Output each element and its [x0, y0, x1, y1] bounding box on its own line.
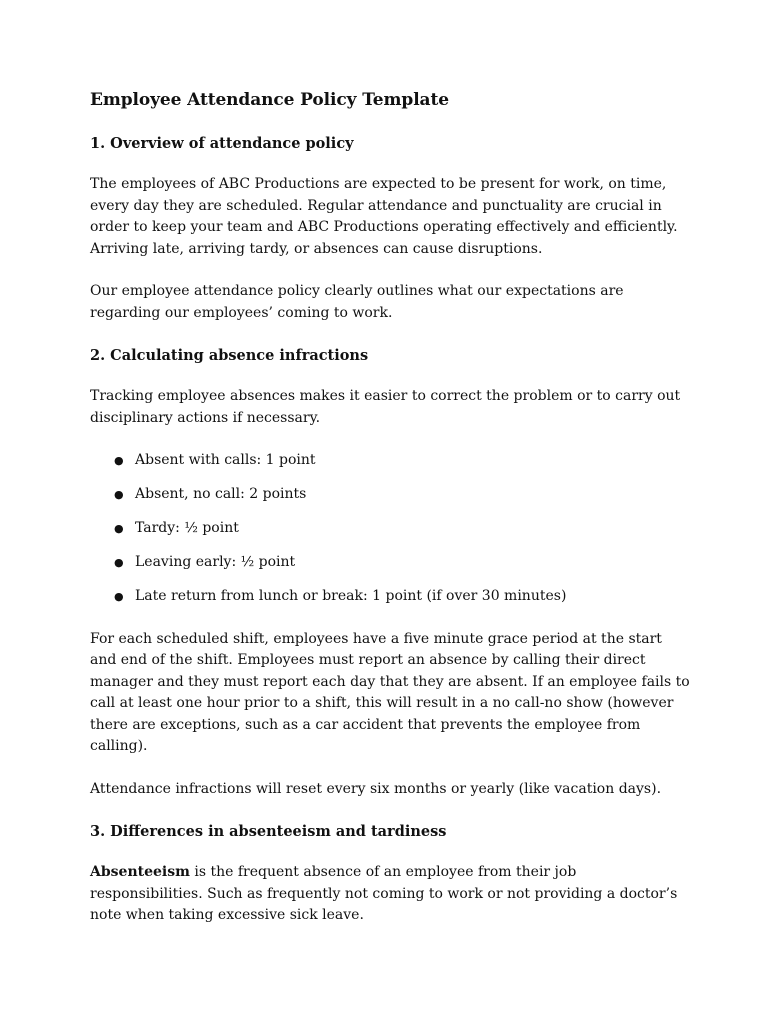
list-item-text: Late return from lunch or break: 1 point (if over 30 minutes): [135, 588, 567, 604]
list-item: [90, 484, 690, 506]
document-page: [90, 88, 690, 948]
list-item: [90, 586, 690, 608]
absenteeism-definition: is the frequent absence of an employee from their job responsibilities. Such as frequently not coming to work or not providing a doctor’s note when taking excessive sick leave.: [90, 864, 678, 923]
section-heading-overview: 1. Overview of attendance policy: [90, 135, 354, 152]
grace-period-paragraph: For each scheduled shift, employees have a five minute grace period at the start and end of the shift. Employees must report an absence by calling their direct manager and they must report each day that they are absent. If an employee fails to call at least one hour prior to a shift, this will result in a no call-no show (however there are exceptions, such as a car accident that prevents the employee from calling).: [90, 630, 690, 754]
absenteeism-definition-paragraph: [90, 862, 690, 927]
bullet-icon: ●: [114, 488, 124, 501]
bullet-icon: ●: [114, 454, 124, 467]
infraction-points-list: [90, 450, 690, 608]
bullet-icon: ●: [114, 522, 124, 535]
reset-paragraph: Attendance infractions will reset every six months or yearly (like vacation days).: [90, 780, 662, 797]
absence-intro-paragraph: Tracking employee absences makes it easier to correct the problem or to carry out disciplinary actions if necessary.: [90, 388, 681, 426]
overview-paragraph-2: Our employee attendance policy clearly outlines what our expectations are regarding our employees’ coming to work.: [90, 283, 624, 321]
list-item: [90, 552, 690, 574]
section-heading-absenteeism-tardiness: 3. Differences in absenteeism and tardiness: [90, 823, 447, 840]
list-item: [90, 450, 690, 472]
absenteeism-term: Absenteeism: [90, 864, 190, 880]
overview-paragraph-1: The employees of ABC Productions are expected to be present for work, on time, every day they are scheduled. Regular attendance and punctuality are crucial in order to keep your team and ABC Productions operating effectively and efficiently. Arriving late, arriving tardy, or absences can cause disruptions.: [90, 176, 678, 257]
section-heading-absence-infractions: 2. Calculating absence infractions: [90, 347, 369, 364]
list-item-text: Tardy: ½ point: [135, 520, 239, 536]
bullet-icon: ●: [114, 590, 124, 603]
list-item-text: Absent with calls: 1 point: [135, 452, 316, 468]
list-item-text: Leaving early: ½ point: [135, 554, 296, 570]
list-item: [90, 518, 690, 540]
bullet-icon: ●: [114, 556, 124, 569]
document-title: Employee Attendance Policy Template: [90, 90, 449, 110]
list-item-text: Absent, no call: 2 points: [135, 486, 307, 502]
